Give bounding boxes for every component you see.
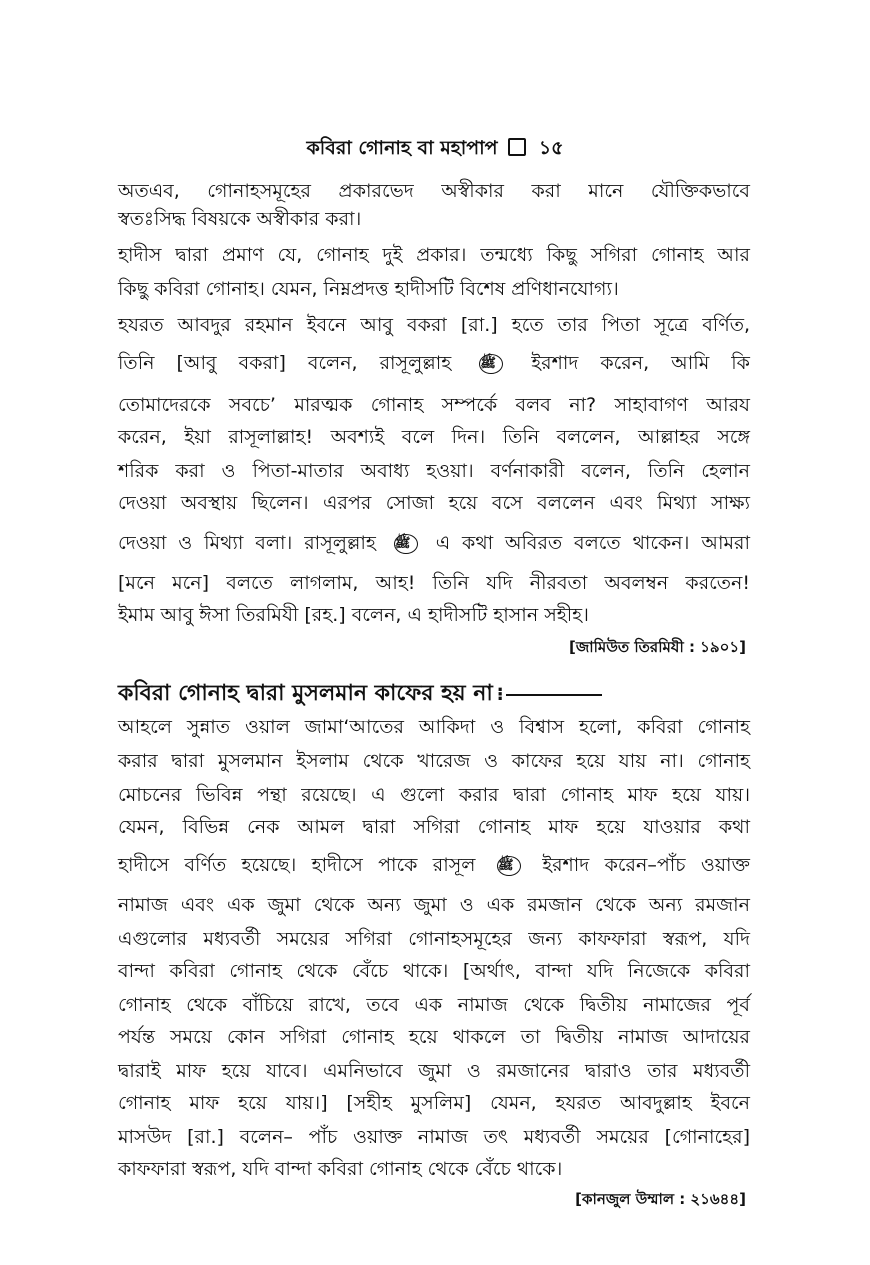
- text-line: দ্বারাই মাফ হয়ে যাবে। এমনিভাবে জুমা ও রমজানের দ্বারাও তার মধ্যবর্তী: [118, 1060, 750, 1082]
- text-segment: এ কথা অবিরত বলতে থাকেন। আমরা: [435, 532, 750, 554]
- text-line: মোচনের ভিবিন্ন পন্থা রয়েছে। এ গুলো করার দ্বারা গোনাহ মাফ হয়ে যায়।: [118, 784, 750, 806]
- text-line: করেন, ইয়া রাসূলাল্লাহ! অবশ্যই বলে দিন। তিনি বললেন, আল্লাহর সঙ্গে: [118, 426, 750, 448]
- text-line: ইমাম আবু ঈসা তিরমিযী [রহ.] বলেন, এ হাদীসটি হাসান সহীহ।: [118, 604, 589, 626]
- text-line: কাফফারা স্বরূপ, যদি বান্দা কবিরা গোনাহ থেকে বেঁচে থাকে।: [118, 1158, 563, 1180]
- text-segment: ইরশাদ করেন, আমি কি: [531, 352, 750, 374]
- text-line: [118, 852, 750, 878]
- text-segment: হাদীসে বর্ণিত হয়েছে। হাদীসে পাকে রাসূল: [118, 854, 476, 876]
- text-line: এগুলোর মধ্যবর্তী সময়ের সগিরা গোনাহসমূহের জন্য কাফফারা স্বরূপ, যদি: [118, 928, 750, 950]
- square-bullet-icon: [508, 138, 526, 156]
- text-line: বান্দা কবিরা গোনাহ থেকে বেঁচে থাকে। [অর্থাৎ, বান্দা যদি নিজেকে কবিরা: [118, 960, 750, 982]
- text-line: নামাজ এবং এক জুমা থেকে অন্য জুমা ও এক রমজান থেকে অন্য রমজান: [118, 894, 750, 916]
- header-title: কবিরা গোনাহ বা মহাপাপ: [306, 137, 498, 159]
- text-line: তোমাদেরকে সবচে’ মারত্মক গোনাহ সম্পর্কে বলব না? সাহাবাগণ আরয: [118, 394, 750, 416]
- salutation-icon: ﷺ: [479, 354, 503, 374]
- text-line: স্বতঃসিদ্ধ বিষয়কে অস্বীকার করা।: [118, 208, 362, 230]
- text-segment: ইরশাদ করেন–পাঁচ ওয়াক্ত: [542, 854, 750, 876]
- text-line: আহলে সুন্নাত ওয়াল জামা‘আতের আকিদা ও বিশ্বাস হলো, কবিরা গোনাহ: [118, 716, 750, 738]
- section-heading: [118, 676, 602, 713]
- text-segment: তিনি [আবু বকরা] বলেন, রাসূলুল্লাহ: [118, 352, 452, 374]
- ornament-rule: [506, 694, 602, 696]
- text-line: [118, 530, 750, 556]
- text-line: মাসউদ [রা.] বলেন– পাঁচ ওয়াক্ত নামাজ তৎ মধ্যবর্তী সময়ের [গোনাহের]: [118, 1126, 750, 1148]
- text-line: গোনাহ থেকে বাঁচিয়ে রাখে, তবে এক নামাজ থেকে দ্বিতীয় নামাজের পূর্ব: [118, 994, 750, 1016]
- text-line: হযরত আবদুর রহমান ইবনে আবু বকরা [রা.] হতে তার পিতা সূত্রে বর্ণিত,: [118, 314, 750, 336]
- ornament-dots: ⁝: [496, 684, 504, 705]
- text-line: হাদীস দ্বারা প্রমাণ যে, গোনাহ দুই প্রকার। তন্মধ্যে কিছু সগিরা গোনাহ আর: [118, 244, 750, 266]
- text-line: কিছু কবিরা গোনাহ। যেমন, নিম্নপ্রদত্ত হাদীসটি বিশেষ প্রণিধানযোগ্য।: [118, 278, 619, 300]
- text-line: গোনাহ মাফ হয়ে যায়।] [সহীহ মুসলিম] যেমন, হযরত আবদুল্লাহ ইবনে: [118, 1092, 750, 1114]
- page-number: ১৫: [538, 137, 564, 159]
- text-line: দেওয়া অবস্থায় ছিলেন। এরপর সোজা হয়ে বসে বললেন এবং মিথ্যা সাক্ষ্য: [118, 492, 750, 514]
- running-header: [0, 134, 870, 166]
- text-line: করার দ্বারা মুসলমান ইসলাম থেকে খারেজ ও কাফের হয়ে যায় না। গোনাহ: [118, 750, 750, 772]
- text-line: [118, 350, 750, 376]
- text-line: শরিক করা ও পিতা-মাতার অবাধ্য হওয়া। বর্ণনাকারী বলেন, তিনি হেলান: [118, 460, 750, 482]
- ornament-icon: [497, 684, 602, 705]
- citation: [জামিউত তিরমিযী : ১৯০১]: [568, 638, 746, 656]
- section-heading-text: কবিরা গোনাহ দ্বারা মুসলমান কাফের হয় না: [118, 681, 493, 706]
- text-segment: দেওয়া ও মিথ্যা বলা। রাসূলুল্লাহ: [118, 532, 376, 554]
- salutation-icon: ﷺ: [497, 856, 521, 876]
- text-line: যেমন, বিভিন্ন নেক আমল দ্বারা সগিরা গোনাহ মাফ হয়ে যাওয়ার কথা: [118, 816, 750, 838]
- text-line: পর্যন্ত সময়ে কোন সগিরা গোনাহ হয়ে থাকলে তা দ্বিতীয় নামাজ আদায়ের: [118, 1026, 750, 1048]
- text-line: অতএব, গোনাহসমূহের প্রকারভেদ অস্বীকার করা মানে যৌক্তিকভাবে: [118, 180, 750, 202]
- salutation-icon: ﷺ: [394, 534, 418, 554]
- citation: [কানজুল উম্মাল : ২১৬৪৪]: [575, 1190, 746, 1208]
- text-line: [মনে মনে] বলতে লাগলাম, আহ! তিনি যদি নীরবতা অবলম্বন করতেন!: [118, 572, 750, 594]
